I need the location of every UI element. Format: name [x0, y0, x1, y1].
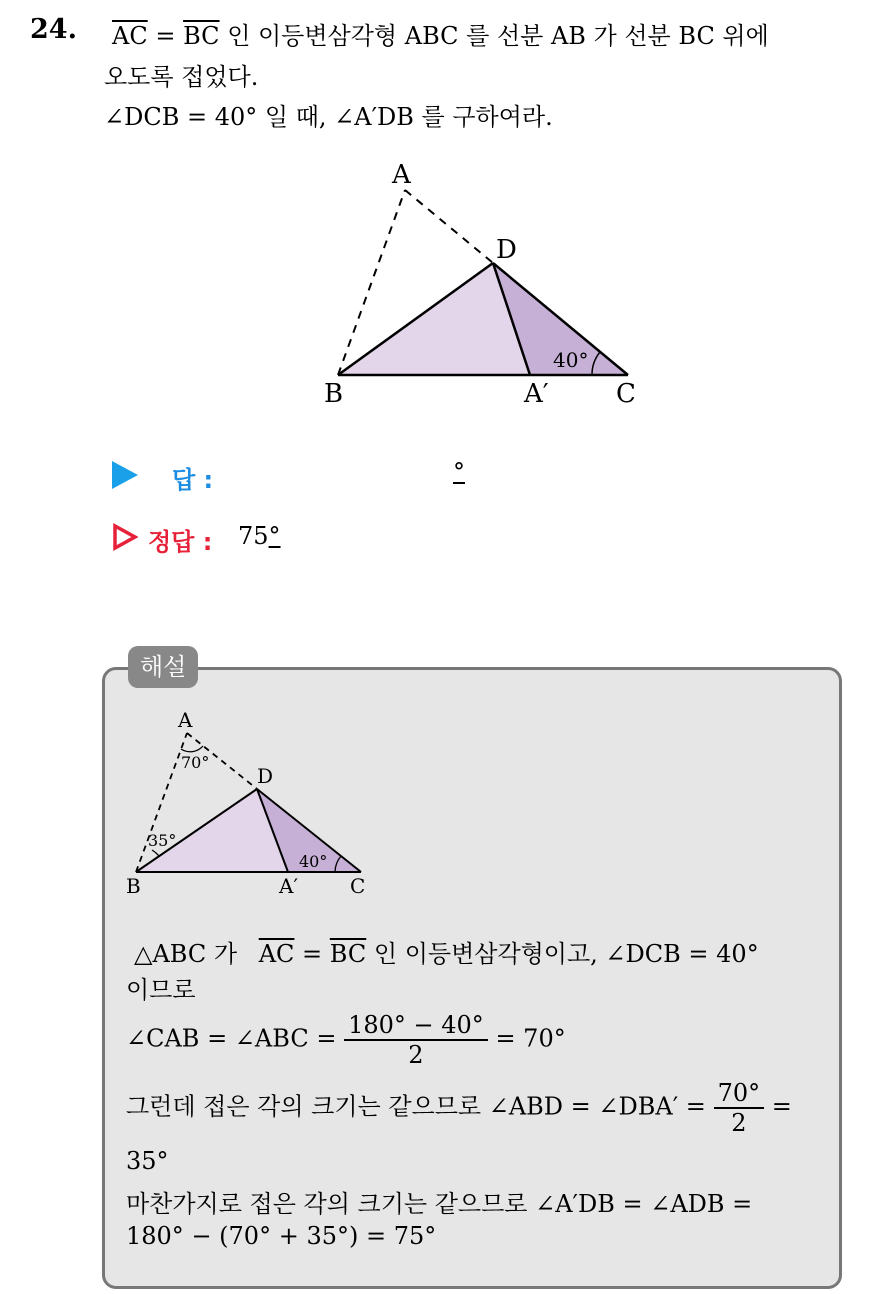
dashed-ad [405, 190, 493, 263]
correct-label: 정답 : [148, 528, 213, 556]
equals-sign: = [155, 22, 176, 50]
exp-line3-pre: 그런데 접은 각의 크기는 같으므로 ∠ABD = ∠DBA′ = [126, 1092, 706, 1121]
triangle-figure [300, 150, 660, 410]
line3-fraction [714, 1079, 765, 1137]
eq1-right: = 70° [495, 1024, 566, 1053]
explanation-line-1 [134, 934, 759, 969]
answer-arrow-icon [112, 461, 138, 489]
correct-arrow-icon [112, 523, 138, 551]
exp-angle-b-label: 35° [148, 831, 177, 850]
eq1-denominator: 2 [408, 1041, 424, 1069]
exp-segment-bc: $\overline{BC}$ [329, 940, 367, 968]
question-line-1 [112, 16, 769, 51]
question-line-3: ∠DCB = 40° 일 때, ∠A′DB 를 구하여라. [104, 103, 553, 131]
exp-segment-ac: $\overline{AC}$ [258, 940, 295, 968]
explanation-line-5: 마찬가지로 접은 각의 크기는 같으므로 ∠A′DB = ∠ADB = [126, 1190, 753, 1218]
segment-bc: $\overline{BC}$ [183, 22, 220, 50]
explanation-figure [118, 705, 378, 900]
exp-equals: = [302, 940, 323, 968]
explanation-equation-1 [126, 1011, 566, 1069]
exp-angle-c-label: 40° [299, 852, 328, 871]
explanation-line-6: 180° − (70° + 35°) = 75° [126, 1222, 437, 1250]
angle-c-label: 40° [553, 348, 589, 372]
label-b: B [324, 379, 344, 409]
segment-ac: $\overline{AC}$ [112, 22, 148, 50]
exp-label-a: A [178, 708, 193, 732]
label-c: C [616, 379, 636, 409]
explanation-line-3 [126, 1079, 792, 1137]
label-a-prime: A′ [524, 379, 549, 409]
line3-numerator: 70° [714, 1079, 765, 1109]
exp-label-c: C [350, 874, 366, 898]
explanation-line-2: 이므로 [126, 976, 196, 1004]
exp-label-d: D [257, 764, 274, 788]
exp-angle-a-label: 70° [181, 753, 210, 772]
correct-answer [238, 522, 281, 550]
answer-label: 답 : [172, 466, 214, 494]
eq1-left: ∠CAB = ∠ABC = [126, 1024, 337, 1053]
exp-angle-a-arc [181, 746, 203, 752]
label-a: A [392, 160, 411, 190]
exp-label-a-prime: A′ [279, 874, 298, 898]
eq1-numerator: 180° − 40° [344, 1011, 488, 1041]
question-number: 24. [30, 14, 77, 45]
eq1-fraction [344, 1011, 488, 1069]
explanation-tag: 해설 [128, 646, 198, 688]
answer-unit: ° [453, 458, 465, 486]
line3-denominator: 2 [731, 1109, 747, 1137]
exp-line3-post: = [771, 1092, 792, 1121]
explanation-line-4: 35° [126, 1147, 169, 1175]
label-d: D [496, 235, 517, 265]
correct-unit: ° [268, 522, 281, 550]
correct-value: 75 [238, 522, 269, 550]
exp-angle-b-arc [152, 850, 159, 856]
question-text: 인 이등변삼각형 ABC 를 선분 AB 가 선분 BC 위에 [227, 22, 769, 50]
exp-line1-pre: △ABC 가 [134, 940, 238, 968]
exp-line1-post: 인 이등변삼각형이고, ∠DCB = 40° [373, 940, 759, 968]
question-line-2: 오도록 접었다. [104, 63, 259, 91]
exp-label-b: B [126, 874, 141, 898]
